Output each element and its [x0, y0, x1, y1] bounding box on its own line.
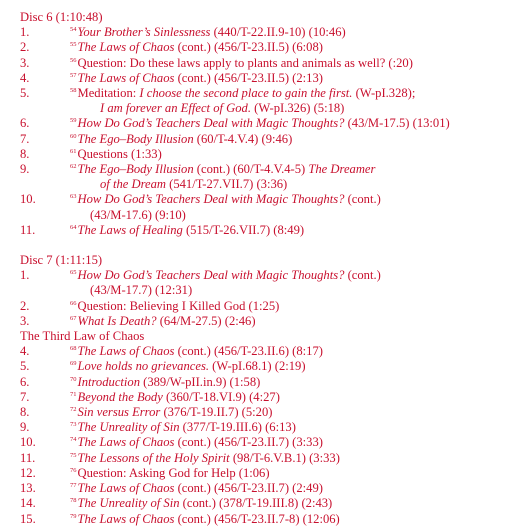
footnote-marker: 56 — [70, 56, 77, 64]
list-item — [20, 86, 506, 101]
text-run: (64/M-27.5) (2:46) — [156, 313, 256, 328]
list-item — [20, 359, 506, 374]
title-italic: What Is Death? — [77, 313, 157, 328]
footnote-marker: 62 — [70, 163, 77, 171]
title-italic: The Dreamer — [308, 162, 376, 177]
list-item — [20, 116, 506, 131]
item-number: 7. — [20, 389, 30, 404]
footnote-marker: 78 — [70, 497, 77, 505]
item-number: 11. — [20, 450, 36, 465]
text-run: (cont.) (456/T-23.II.6) (8:17) — [174, 344, 323, 359]
title-italic: Introduction — [77, 374, 140, 389]
footnote-marker: 60 — [70, 132, 77, 140]
title-italic: Beyond the Body — [77, 389, 163, 404]
title-italic: The Laws of Chaos — [77, 40, 175, 55]
footnote-marker: 54 — [70, 26, 77, 34]
item-number: 10. — [20, 192, 36, 207]
track-listing — [20, 10, 506, 527]
text-run: (W-pI.326) (5:18) — [250, 101, 345, 116]
list-item — [20, 405, 506, 420]
item-number: 15. — [20, 511, 36, 526]
footnote-marker: 65 — [70, 269, 77, 277]
item-number: 10. — [20, 435, 36, 450]
item-number: 9. — [20, 420, 30, 435]
title-italic: The Lessons of the Holy Spirit — [77, 450, 230, 465]
list-item-continuation — [20, 177, 506, 192]
item-number: 2. — [20, 298, 30, 313]
footnote-marker: 71 — [70, 390, 77, 398]
footnote-marker: 76 — [70, 466, 77, 474]
text-run: Questions (1:33) — [77, 146, 162, 161]
text-run: (cont.) (60/T-4.V.4-5) — [193, 162, 309, 177]
item-number: 3. — [20, 313, 30, 328]
list-item — [20, 390, 506, 405]
section-gap — [20, 238, 506, 253]
list-item — [20, 147, 506, 162]
text-run: (cont.) (456/T-23.II.7) (3:33) — [174, 435, 323, 450]
list-item — [20, 466, 506, 481]
list-item — [20, 481, 506, 496]
title-italic: The Laws of Chaos — [77, 481, 175, 496]
continuation-text — [70, 208, 186, 222]
text-run: Question: Asking God for Help (1:06) — [77, 465, 270, 480]
title-italic: Your Brother’s Sinlessness — [77, 25, 211, 40]
continuation-text — [70, 177, 287, 191]
item-number: 8. — [20, 405, 30, 420]
footnote-marker: 69 — [70, 360, 77, 368]
footnote-marker: 58 — [70, 87, 77, 95]
list-item — [20, 314, 506, 329]
item-number: 11. — [20, 222, 36, 237]
footnote-marker: 73 — [70, 421, 77, 429]
text-run: (541/T-27.VII.7) (3:36) — [166, 177, 288, 192]
section-heading: Disc 6 (1:10:48) — [20, 10, 103, 24]
text-run: (cont.) (456/T-23.II.5) (6:08) — [174, 40, 323, 55]
item-number: 5. — [20, 86, 30, 101]
list-item — [20, 512, 506, 527]
continuation-text — [70, 283, 192, 297]
footnote-marker: 79 — [70, 512, 77, 520]
title-italic: Love holds no grievances. — [77, 359, 210, 374]
footnote-marker: 57 — [70, 71, 77, 79]
subsection-heading: The Third Law of Chaos — [20, 329, 145, 344]
text-run: (cont.) — [344, 192, 381, 207]
footnote-marker: 70 — [70, 375, 77, 383]
title-italic: The Unreality of Sin — [77, 496, 180, 511]
title-italic: I am forever an Effect of God. — [100, 101, 251, 116]
item-number: 5. — [20, 359, 30, 374]
item-number: 13. — [20, 481, 36, 496]
footnote-marker: 61 — [70, 147, 77, 155]
text-run: (W-pI.68.1) (2:19) — [209, 359, 306, 374]
item-number: 4. — [20, 344, 30, 359]
title-italic: The Laws of Healing — [77, 222, 183, 237]
text-run: (515/T-26.VII.7) (8:49) — [182, 222, 305, 237]
list-item — [20, 40, 506, 55]
text-run: (43/M-17.5) (13:01) — [344, 116, 450, 131]
footnote-marker: 59 — [70, 117, 77, 125]
footnote-marker: 67 — [70, 314, 77, 322]
list-item — [20, 435, 506, 450]
footnote-marker: 64 — [70, 223, 77, 231]
item-number: 8. — [20, 146, 30, 161]
title-italic: The Laws of Chaos — [77, 344, 175, 359]
footnote-marker: 75 — [70, 451, 77, 459]
list-item — [20, 375, 506, 390]
list-item — [20, 132, 506, 147]
title-italic: of the Dream — [100, 177, 166, 192]
text-run: Meditation: — [77, 86, 140, 101]
footnote-marker: 72 — [70, 406, 77, 414]
title-italic: The Laws of Chaos — [77, 70, 175, 85]
footnote-marker: 68 — [70, 345, 77, 353]
title-italic: The Laws of Chaos — [77, 435, 175, 450]
text-run: (cont.) (456/T-23.II.7-8) (12:06) — [174, 511, 340, 526]
text-run: (98/T-6.V.B.1) (3:33) — [229, 450, 340, 465]
list-item-continuation — [20, 101, 506, 116]
item-number: 1. — [20, 268, 30, 283]
list-item — [20, 451, 506, 466]
text-run: (cont.) (456/T-23.II.5) (2:13) — [174, 70, 323, 85]
list-item — [20, 162, 506, 177]
text-run: (360/T-18.VI.9) (4:27) — [162, 389, 280, 404]
title-italic: Sin versus Error — [77, 405, 161, 420]
text-run: (60/T-4.V.4) (9:46) — [193, 131, 293, 146]
list-item-continuation — [20, 208, 506, 223]
list-item — [20, 268, 506, 283]
continuation-text — [70, 101, 344, 115]
section-heading: Disc 7 (1:11:15) — [20, 253, 103, 268]
text-run: (cont.) — [344, 268, 381, 283]
list-item — [20, 56, 506, 71]
text-run: (376/T-19.II.7) (5:20) — [160, 405, 273, 420]
item-number: 4. — [20, 70, 30, 85]
title-italic: The Ego–Body Illusion — [77, 162, 194, 177]
title-italic: The Ego–Body Illusion — [77, 131, 194, 146]
title-italic: I choose the second place to gain the first. — [139, 86, 353, 101]
item-number: 12. — [20, 465, 36, 480]
text-run: Question: Believing I Killed God (1:25) — [77, 298, 280, 313]
footnote-marker: 63 — [70, 193, 77, 201]
text-run: (43/M-17.7) (12:31) — [90, 283, 193, 298]
text-run: Question: Do these laws apply to plants and animals as well? (:20) — [77, 55, 413, 70]
item-number: 2. — [20, 40, 30, 55]
list-item — [20, 299, 506, 314]
text-run: (W-pI.328); — [352, 86, 416, 101]
text-run: (cont.) (456/T-23.II.7) (2:49) — [174, 481, 323, 496]
list-item-continuation — [20, 283, 506, 298]
list-item — [20, 420, 506, 435]
item-number: 6. — [20, 116, 30, 131]
footnote-marker: 74 — [70, 436, 77, 444]
list-item — [20, 192, 506, 207]
text-run: (43/M-17.6) (9:10) — [90, 207, 186, 222]
text-run: (389/W-pII.in.9) (1:58) — [140, 374, 261, 389]
item-number: 3. — [20, 55, 30, 70]
footnote-marker: 66 — [70, 299, 77, 307]
item-number: 1. — [20, 25, 30, 40]
text-run: (cont.) (378/T-19.III.8) (2:43) — [179, 496, 333, 511]
text-run: (377/T-19.III.6) (6:13) — [179, 420, 296, 435]
list-item — [20, 25, 506, 40]
item-number: 14. — [20, 496, 36, 511]
title-italic: How Do God’s Teachers Deal with Magic Thoughts? — [77, 116, 345, 131]
item-number: 9. — [20, 162, 30, 177]
list-item — [20, 223, 506, 238]
title-italic: The Unreality of Sin — [77, 420, 180, 435]
item-number: 7. — [20, 131, 30, 146]
list-item — [20, 71, 506, 86]
list-item — [20, 496, 506, 511]
item-number: 6. — [20, 374, 30, 389]
text-run: (440/T-22.II.9-10) (10:46) — [210, 25, 346, 40]
footnote-marker: 77 — [70, 482, 77, 490]
title-italic: The Laws of Chaos — [77, 511, 175, 526]
title-italic: How Do God’s Teachers Deal with Magic Thoughts? — [77, 268, 345, 283]
list-item — [20, 344, 506, 359]
title-italic: How Do God’s Teachers Deal with Magic Thoughts? — [77, 192, 345, 207]
footnote-marker: 55 — [70, 41, 77, 49]
